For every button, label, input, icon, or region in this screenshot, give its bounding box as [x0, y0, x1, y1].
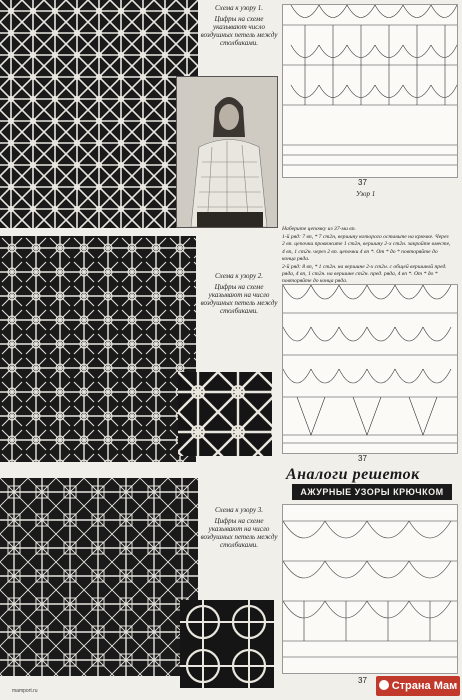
pattern-3-diagram — [282, 504, 458, 674]
watermark-logo — [376, 676, 460, 696]
page-number-2: 37 — [358, 454, 367, 463]
site-mark: mamport.ru — [12, 688, 38, 694]
scheme-2-body: Цифры на схеме указывают на число воздушных петель между столбиками. — [200, 283, 278, 315]
instruction-paragraph: 1-й ряд: 7 вп, * 7 ст2н, вершину которого оставьте на крючке. Через 2 вп. цепочки провяжите 1 ст2н, вершину 2-х ст2н. закройте вместе, 4 вп, 1 ст2н. через 2 вп. цепочки 4 вп *. От * до * повторяйте до конца ряда. — [282, 234, 451, 262]
page-number-3: 37 — [358, 676, 367, 685]
pattern-2-diagram — [282, 284, 458, 454]
lace-closeup-3 — [180, 600, 274, 688]
pattern-1-diagram — [282, 4, 458, 178]
section-title: Аналоги решеток — [286, 466, 420, 483]
scheme-2-caption — [200, 272, 278, 315]
page-number-1: 37 — [358, 178, 367, 187]
instruction-paragraph: 2-й ряд: 8 вп, * 1 ст2н. на вершине 2-х ст2н. с общей вершиной пред. ряда, 4 вп, 1 ст2н. на вершине ст2н. пред. ряда, 4 вп *. От * до * повторяйте до конца ряда. — [282, 264, 447, 285]
lace-swatch-2 — [0, 236, 196, 462]
scheme-1-caption — [200, 4, 278, 47]
scheme-2-title: Схема к узору 2. — [214, 272, 264, 280]
scheme-3-body: Цифры на схеме указывают на число воздушных петель между столбиками. — [200, 517, 278, 549]
lace-swatch-3 — [0, 478, 198, 676]
watermark-text: Страна Мам — [391, 680, 458, 692]
lace-swatch-1 — [0, 0, 198, 228]
model-photo — [176, 76, 278, 228]
scheme-1-title: Схема к узору 1. — [214, 4, 264, 12]
instruction-paragraph: Наберите цепочку из 37-ми вп. — [282, 226, 356, 232]
scheme-3-caption — [200, 506, 278, 549]
watermark-icon — [379, 680, 389, 690]
lace-closeup-2 — [178, 372, 272, 456]
scheme-3-title: Схема к узору 3. — [214, 506, 264, 514]
scheme-1-body: Цифры на схеме указывают число воздушных петель между столбиками. — [200, 15, 278, 47]
section-subtitle: АЖУРНЫЕ УЗОРЫ КРЮЧКОМ — [292, 484, 452, 500]
pattern-1-label: Узор 1 — [356, 190, 376, 198]
